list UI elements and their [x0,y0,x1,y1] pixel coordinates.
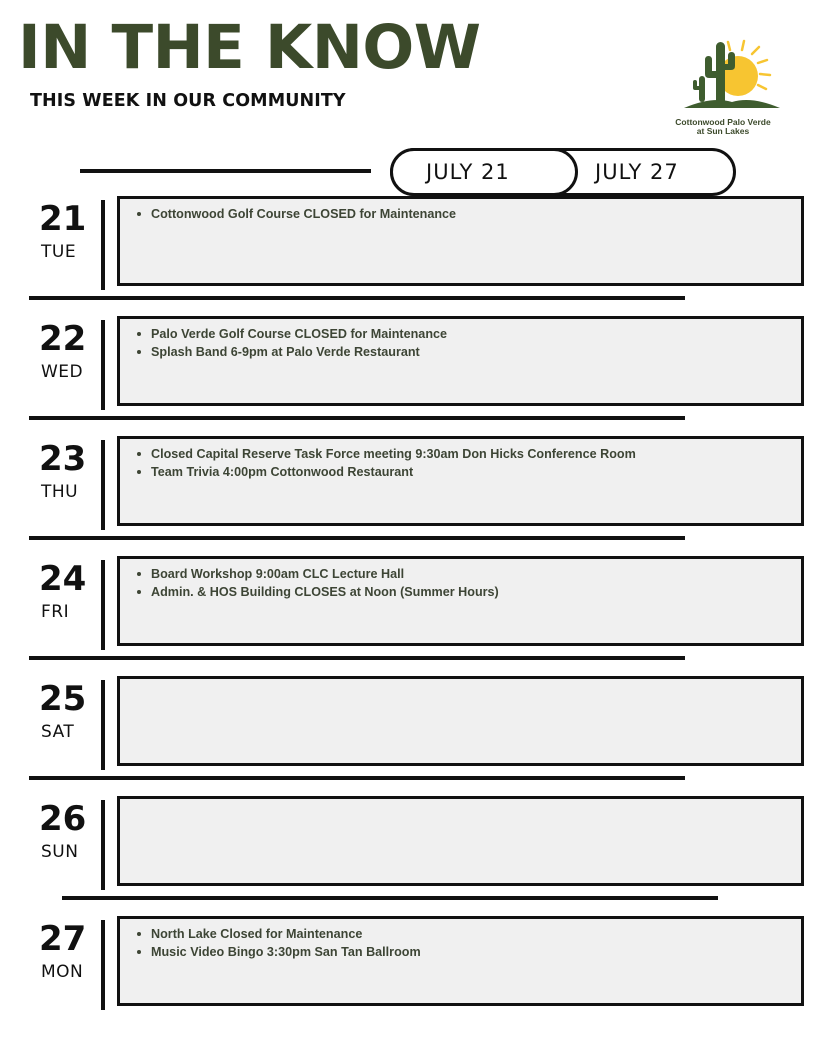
day-name: MON [41,962,84,982]
day-block [0,316,816,416]
day-block [0,196,816,296]
logo-name-line2: at Sun Lakes [696,126,750,136]
events-box [117,796,804,886]
day-number: 25 [39,679,87,719]
day-block [0,916,816,1016]
date-start-label: JULY 21 [426,160,510,184]
logo-name-line1: Cottonwood Palo Verde [675,117,771,127]
day-divider [101,680,105,770]
event-list [120,319,801,361]
section-separator [29,296,685,300]
day-number: 24 [39,559,87,599]
day-number: 21 [39,199,87,239]
event-item: Team Trivia 4:00pm Cottonwood Restaurant [151,463,801,481]
day-name: SAT [41,722,75,742]
events-box [117,916,804,1006]
event-item: North Lake Closed for Maintenance [151,925,801,943]
events-box [117,676,804,766]
logo-text [668,118,778,136]
event-list [120,919,801,961]
section-separator [62,896,718,900]
day-name: TUE [41,242,77,262]
day-number: 26 [39,799,87,839]
section-separator [29,776,685,780]
day-divider [101,320,105,410]
day-divider [101,920,105,1010]
day-block [0,796,816,896]
day-block [0,556,816,656]
day-number: 27 [39,919,87,959]
day-name: FRI [41,602,70,622]
section-separator [29,656,685,660]
event-item: Board Workshop 9:00am CLC Lecture Hall [151,565,801,583]
community-logo [668,36,788,140]
event-item: Music Video Bingo 3:30pm San Tan Ballroom [151,943,801,961]
event-item: Cottonwood Golf Course CLOSED for Maintenance [151,205,801,223]
date-range-pill [390,148,736,196]
page-title: IN THE KNOW [18,12,481,83]
event-item: Closed Capital Reserve Task Force meeting 9:30am Don Hicks Conference Room [151,445,801,463]
section-separator [29,536,685,540]
events-box [117,196,804,286]
day-name: THU [41,482,79,502]
event-list [120,199,801,223]
day-divider [101,800,105,890]
day-divider [101,560,105,650]
date-end-label: JULY 27 [595,160,679,184]
event-list [120,439,801,481]
events-box [117,436,804,526]
event-item: Palo Verde Golf Course CLOSED for Maintenance [151,325,801,343]
day-number: 22 [39,319,87,359]
event-item: Splash Band 6-9pm at Palo Verde Restaurant [151,343,801,361]
day-name: WED [41,362,84,382]
events-box [117,316,804,406]
day-block [0,436,816,536]
day-number: 23 [39,439,87,479]
day-name: SUN [41,842,79,862]
day-divider [101,440,105,530]
day-divider [101,200,105,290]
section-separator [29,416,685,420]
events-box [117,556,804,646]
page-subtitle: THIS WEEK IN OUR COMMUNITY [30,91,346,111]
cactus-sun-logo-icon [682,36,782,116]
event-item: Admin. & HOS Building CLOSES at Noon (Summer Hours) [151,583,801,601]
day-block [0,676,816,776]
event-list [120,559,801,601]
header-rule [80,169,371,173]
